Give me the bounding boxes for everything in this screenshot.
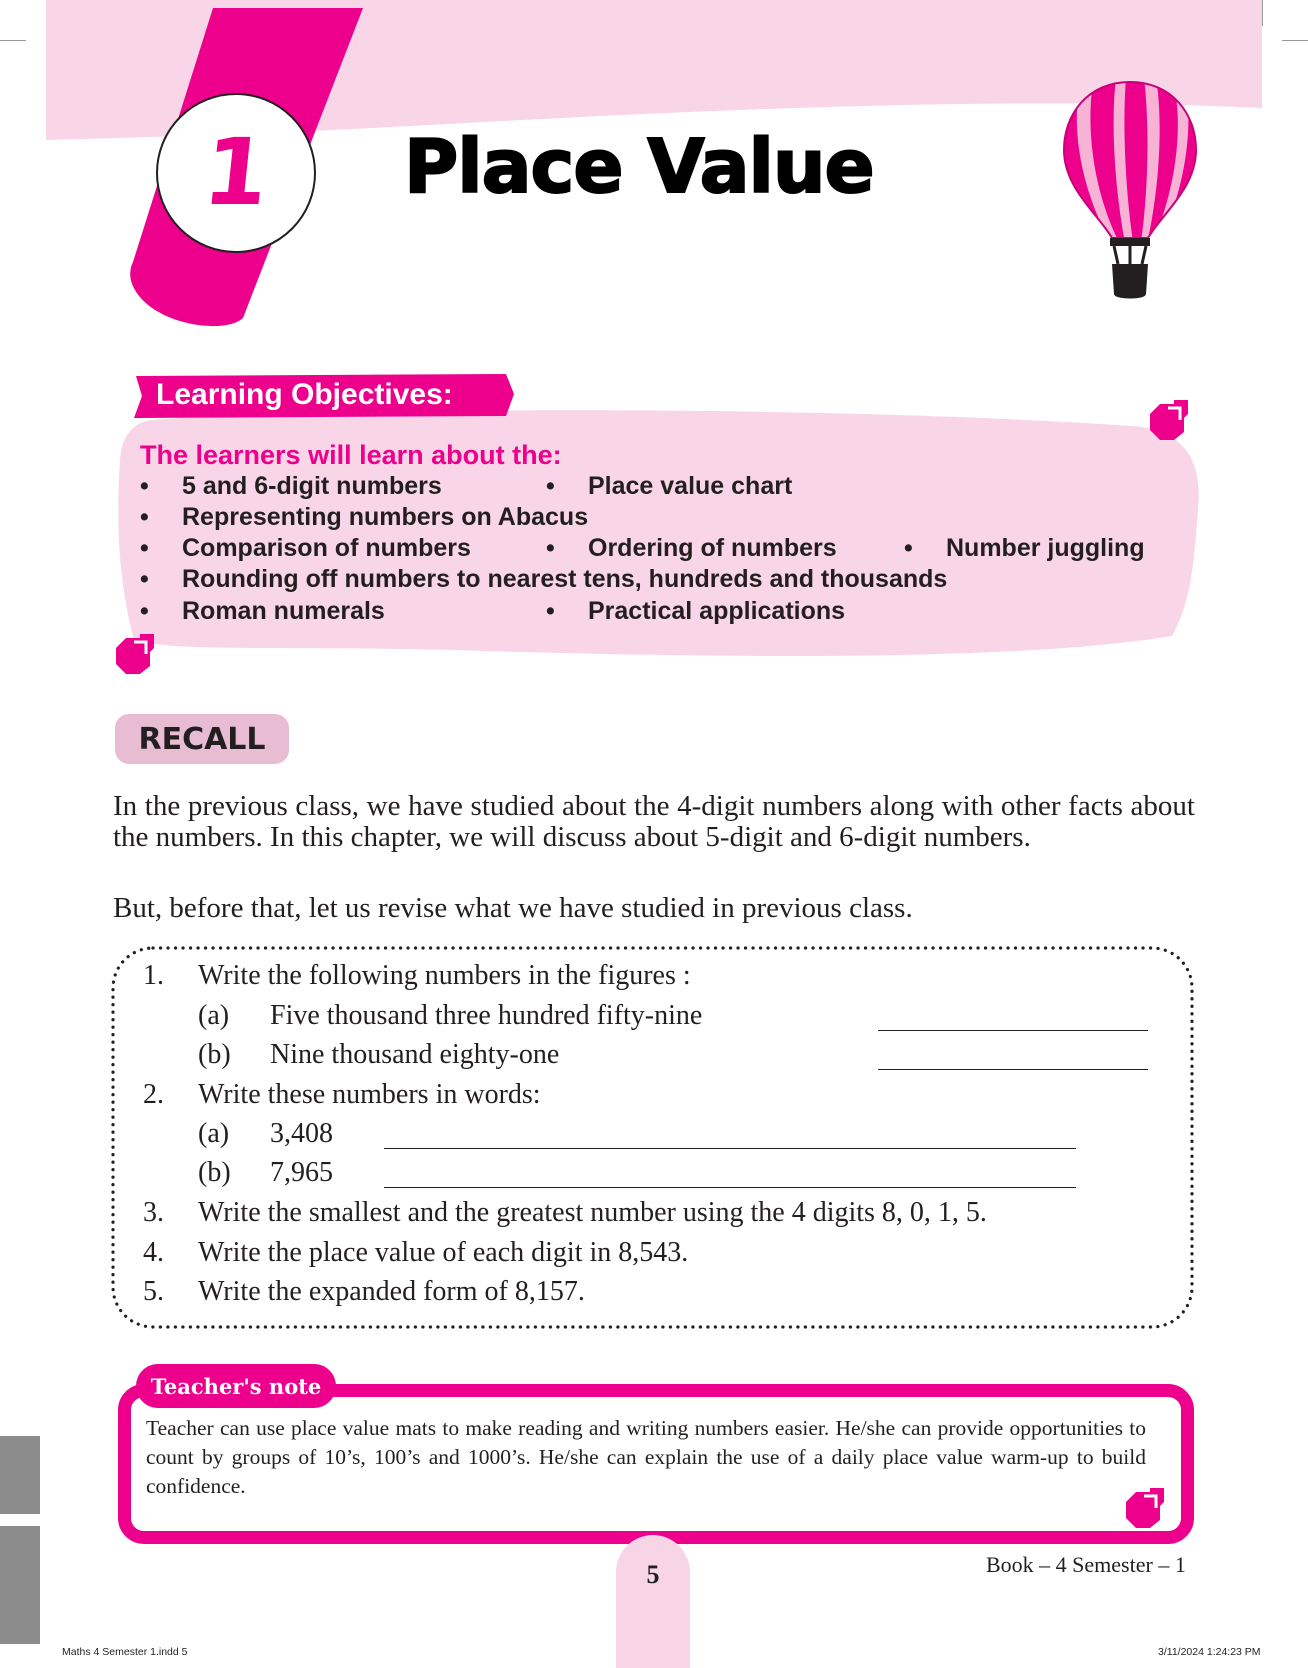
corner-ornament xyxy=(1146,396,1192,442)
subquestion-text: 7,965 xyxy=(270,1157,333,1188)
page-number-tab xyxy=(616,1535,690,1668)
hot-air-balloon-icon xyxy=(1060,78,1200,304)
book-info: Book – 4 Semester – 1 xyxy=(986,1552,1186,1577)
subquestion-text: Five thousand three hundred fifty-nine xyxy=(270,1000,703,1031)
side-tab xyxy=(0,1436,40,1514)
page-number: 5 xyxy=(646,1560,660,1589)
question-text: Write these numbers in words: xyxy=(198,1079,541,1110)
objective-item: • Roman numerals xyxy=(140,597,385,625)
objective-item: • Ordering of numbers xyxy=(546,534,837,562)
subquestion-label: (b) xyxy=(198,1039,231,1070)
objectives-heading: Learning Objectives: xyxy=(156,378,453,411)
answer-blank[interactable] xyxy=(384,1148,1076,1149)
chapter-title: Place Value xyxy=(404,124,874,210)
question-number: 2. xyxy=(143,1079,164,1110)
objectives-subtitle: The learners will learn about the: xyxy=(140,440,562,470)
subquestion-text: Nine thousand eighty-one xyxy=(270,1039,560,1070)
recall-paragraph: But, before that, let us revise what we have studied in previous class. xyxy=(113,892,913,924)
subquestion-label: (a) xyxy=(198,1000,230,1031)
objective-item: • 5 and 6-digit numbers xyxy=(140,472,442,500)
answer-blank[interactable] xyxy=(384,1187,1076,1188)
teacher-note-text: Teacher can use place value mats to make reading and writing numbers easier. He/she can provide opportunities to count by groups of 10’s, 100’s and 1000’s. He/she can explain the use of a daily place value warm-up to build confidence. xyxy=(146,1416,1146,1498)
question-number: 4. xyxy=(143,1237,164,1268)
side-tab xyxy=(0,1526,40,1644)
objective-item: • Number juggling xyxy=(904,534,1145,562)
question-text: Write the expanded form of 8,157. xyxy=(198,1276,585,1307)
question-text: Write the smallest and the greatest number using the 4 digits 8, 0, 1, 5. xyxy=(198,1197,987,1228)
chapter-number-badge xyxy=(156,93,316,253)
objective-item: • Comparison of numbers xyxy=(140,534,471,562)
subquestion-label: (a) xyxy=(198,1118,230,1149)
question-number: 5. xyxy=(143,1276,164,1307)
question-text: Write the place value of each digit in 8,543. xyxy=(198,1237,689,1268)
objective-item: • Rounding off numbers to nearest tens, hundreds and thousands xyxy=(140,565,948,593)
objective-item: • Place value chart xyxy=(546,472,793,500)
chapter-number: 1 xyxy=(198,119,274,226)
print-slug-left: Maths 4 Semester 1.indd 5 xyxy=(62,1646,188,1658)
objective-item: • Representing numbers on Abacus xyxy=(140,503,589,531)
print-slug-right: 3/11/2024 1:24:23 PM xyxy=(1158,1646,1261,1658)
question-text: Write the following numbers in the figures : xyxy=(198,960,691,991)
corner-ornament xyxy=(1122,1484,1168,1530)
question-number: 1. xyxy=(143,960,164,991)
answer-blank[interactable] xyxy=(878,1069,1148,1070)
subquestion-text: 3,408 xyxy=(270,1118,333,1149)
question-number: 3. xyxy=(143,1197,164,1228)
recall-heading: RECALL xyxy=(115,714,289,764)
recall-paragraph: In the previous class, we have studied about the 4-digit numbers along with other facts about the numbers. In this chapter, we will discuss about 5-digit and 6-digit numbers. xyxy=(113,790,1195,853)
subquestion-label: (b) xyxy=(198,1157,231,1188)
objective-item: • Practical applications xyxy=(546,597,846,625)
answer-blank[interactable] xyxy=(878,1030,1148,1031)
corner-ornament xyxy=(112,630,158,676)
teacher-note-heading: Teacher's note xyxy=(136,1364,336,1408)
